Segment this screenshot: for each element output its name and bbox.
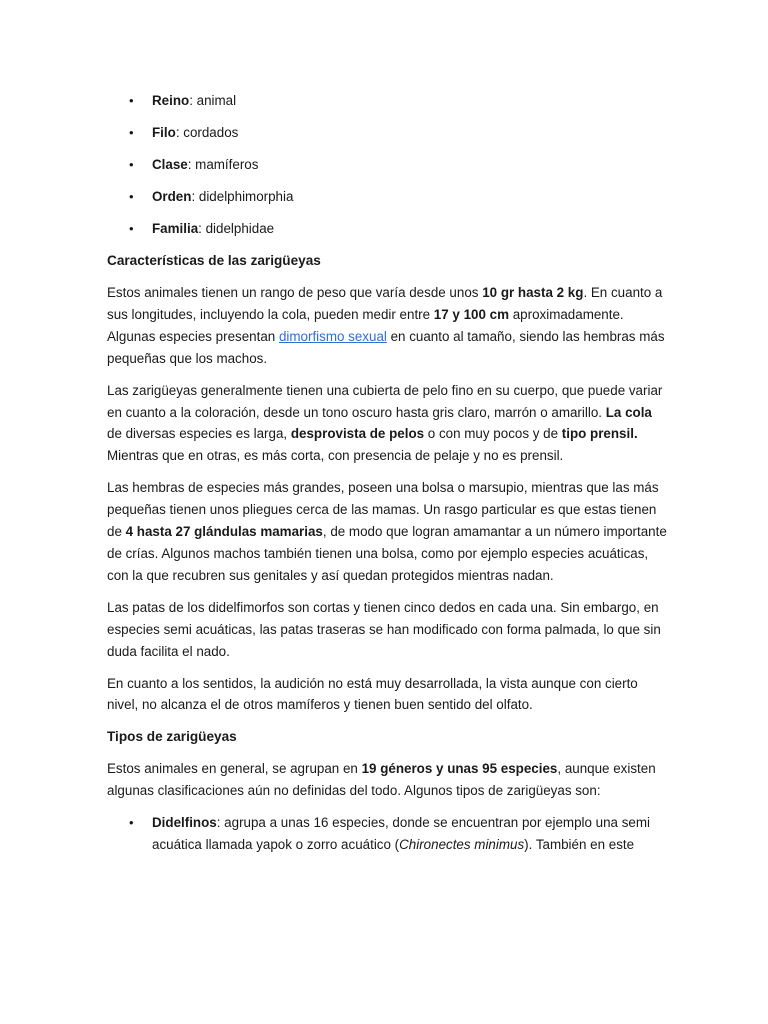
length-range: 17 y 100 cm: [433, 306, 509, 322]
taxonomy-value: : didelphimorphia: [191, 189, 294, 204]
bullet-icon: •: [129, 815, 134, 831]
scientific-name: Chironectes minimus: [399, 837, 525, 853]
taxonomy-value: : animal: [189, 93, 237, 108]
bullet-icon: •: [129, 157, 134, 172]
taxonomy-label: Familia: [152, 221, 199, 236]
paragraph-weight-size: Estos animales tienen un rango de peso que varía desde unos 10 gr hasta 2 kg. En cuanto a sus longitudes, incluyendo la cola, pueden medir entre 17 y 100 cm aproximadamente. Algunas especies presentan dimorfismo sexual en cuanto al tamaño, siendo las hembras más pequeñas que los machos.: [107, 285, 665, 366]
taxonomy-value: : mamíferos: [187, 157, 259, 172]
list-item: [107, 154, 667, 186]
taxonomy-value: : cordados: [175, 125, 239, 140]
taxonomy-label: Orden: [152, 189, 192, 204]
dimorfismo-sexual-link[interactable]: dimorfismo sexual: [278, 328, 387, 344]
paragraph-generos: Estos animales en general, se agrupan en 19 géneros y unas 95 especies, aunque existen algunas clasificaciones aún no definidas del todo. Algunos tipos de zarigüeyas son:: [107, 761, 656, 799]
list-item: [107, 90, 667, 122]
bullet-icon: •: [129, 189, 134, 204]
list-item: [107, 186, 667, 218]
section-heading-caracteristicas: Características de las zarigüeyas: [107, 253, 321, 268]
taxonomy-label: Clase: [152, 157, 188, 172]
section-heading-tipos: Tipos de zarigüeyas: [107, 729, 237, 745]
bullet-icon: •: [129, 221, 134, 236]
document-content: [107, 90, 667, 856]
weight-range: 10 gr hasta 2 kg: [482, 285, 584, 300]
list-item: [107, 122, 667, 154]
taxonomy-list: [107, 90, 667, 250]
paragraph-marsupio: Las hembras de especies más grandes, poseen una bolsa o marsupio, mientras que las más pequeñas tienen unos pliegues cerca de las mamas. Un rasgo particular es que estas tienen de 4 hasta 27 glándulas mamarias, de modo que logran amamantar a un número importante de crías. Algunos machos también tienen una bolsa, como por ejemplo especies acuáticas, con la que recubren sus genitales y así quedan protegidos mientras nadan.: [107, 480, 667, 583]
bullet-icon: •: [129, 93, 134, 108]
list-item: • Didelfinos: agrupa a unas 16 especies, donde se encuentran por ejemplo una semi acuática llamada yapok o zorro acuático (Chironectes minimus). También en este: [107, 812, 667, 856]
taxonomy-label: Reino: [152, 93, 190, 108]
bullet-icon: •: [129, 125, 134, 140]
tipos-list: [107, 812, 667, 856]
taxonomy-value: : didelphidae: [198, 221, 275, 236]
paragraph-patas: Las patas de los didelfimorfos son cortas y tienen cinco dedos en cada una. Sin embargo, en especies semi acuáticas, las patas traseras se han modificado con forma palmada, lo que sin duda facilita el nado.: [107, 599, 661, 659]
paragraph-pelaje-cola: Las zarigüeyas generalmente tienen una cubierta de pelo fino en su cuerpo, que puede variar en cuanto a la coloración, desde un tono oscuro hasta gris claro, marrón o amarillo. La cola de diversas especies es larga, desprovista de pelos o con muy pocos y de tipo prensil. Mientras que en otras, es más corta, con presencia de pelaje y no es prensil.: [107, 382, 663, 464]
taxonomy-label: Filo: [152, 125, 176, 140]
paragraph-sentidos: En cuanto a los sentidos, la audición no está muy desarrollada, la vista aunque con cierto nivel, no alcanza el de otros mamíferos y tienen buen sentido del olfato.: [107, 675, 638, 713]
list-item: [107, 218, 667, 250]
